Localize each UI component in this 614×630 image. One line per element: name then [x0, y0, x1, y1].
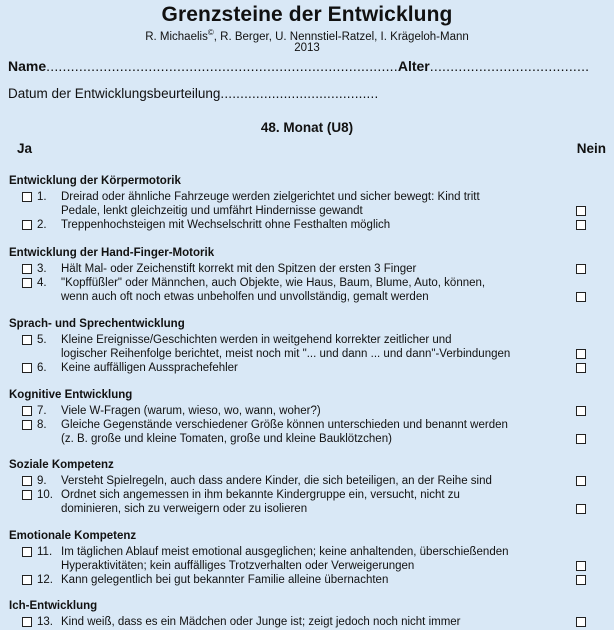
yes-checkbox[interactable]	[22, 278, 32, 288]
item-text-line: Hält Mal- oder Zeichenstift korrekt mit den Spitzen der ersten 3 Finger	[61, 263, 417, 275]
item-text-line: Treppenhochsteigen mit Wechselschritt ohne Festhalten möglich	[61, 219, 391, 231]
document-title: Grenzsteine der Entwicklung	[161, 3, 453, 26]
yes-checkbox[interactable]	[22, 617, 32, 627]
yes-checkbox[interactable]	[22, 264, 32, 274]
yes-checkbox[interactable]	[22, 476, 32, 486]
item-number: 13.	[37, 616, 53, 628]
item-text-line: Kleine Ereignisse/Geschichten werden in weitgehend korrekter zeitlicher und	[61, 334, 452, 346]
no-checkbox[interactable]	[576, 617, 586, 627]
name-age-row	[8, 58, 606, 74]
yes-checkbox[interactable]	[22, 406, 32, 416]
item-text-line: dominieren, sich zu verweigern oder zu isolieren	[61, 503, 308, 515]
name-label: Name	[8, 58, 47, 74]
datum-field[interactable]: ........................................	[220, 86, 379, 101]
yes-checkbox[interactable]	[22, 575, 32, 585]
authors-line	[0, 28, 614, 43]
section-title: Sprach- und Sprechentwicklung	[9, 318, 185, 330]
no-checkbox[interactable]	[576, 504, 586, 514]
item-number: 6.	[37, 362, 47, 374]
item-text-line: Gleiche Gegenstände verschiedener Größe können unterschieden und benannt werden	[61, 419, 508, 431]
item-text-line: Im täglichen Ablauf meist emotional ausgeglichen; keine anhaltenden, überschießenden	[61, 546, 509, 558]
yes-checkbox[interactable]	[22, 192, 32, 202]
item-text-line: "Kopffüßler" oder Männchen, auch Objekte, wie Haus, Baum, Blume, Auto, können,	[61, 277, 486, 289]
item-text-line: wenn auch oft noch etwas unbeholfen und unvollständig, gemalt werden	[61, 291, 429, 303]
item-number: 11.	[37, 546, 53, 558]
no-checkbox[interactable]	[576, 292, 586, 302]
datum-label: Datum der Entwicklungsbeurteilung	[8, 86, 221, 101]
item-number: 7.	[37, 405, 47, 417]
copyright-mark: ©	[207, 28, 214, 37]
no-checkbox[interactable]	[576, 349, 586, 359]
no-checkbox[interactable]	[576, 434, 586, 444]
item-text-line: Keine auffälligen Aussprachefehler	[61, 362, 238, 374]
no-column-header: Nein	[576, 141, 606, 156]
item-text-line: logischer Reihenfolge berichtet, meist noch mit "... und dann ... und dann"-Verbindungen	[61, 348, 511, 360]
item-number: 9.	[37, 475, 47, 487]
no-checkbox[interactable]	[576, 575, 586, 585]
item-text-line: Dreirad oder ähnliche Fahrzeuge werden zielgerichtet und sicher bewegt: Kind tritt	[61, 191, 480, 203]
name-field[interactable]: ......................................................................................	[46, 58, 398, 74]
no-checkbox[interactable]	[576, 406, 586, 416]
item-text-line: (z. B. große und kleine Tomaten, große und kleine Bauklötzchen)	[61, 433, 392, 445]
authors-rest: , R. Berger, U. Nennstiel-Ratzel, I. Krägeloh-Mann	[213, 30, 469, 43]
no-checkbox[interactable]	[576, 363, 586, 373]
yes-checkbox[interactable]	[22, 490, 32, 500]
section-title: Ich-Entwicklung	[9, 600, 98, 612]
month-heading: 48. Monat (U8)	[260, 120, 354, 135]
no-checkbox[interactable]	[576, 264, 586, 274]
section-title: Entwicklung der Körpermotorik	[9, 175, 181, 187]
item-number: 1.	[37, 191, 47, 203]
yes-checkbox[interactable]	[22, 363, 32, 373]
alter-field[interactable]: .......................................	[429, 58, 590, 74]
item-number: 5.	[37, 334, 47, 346]
yes-checkbox[interactable]	[22, 335, 32, 345]
item-text-line: Versteht Spielregeln, auch dass andere Kinder, die sich beteiligen, an der Reihe sind	[61, 475, 492, 487]
section-title: Emotionale Kompetenz	[9, 530, 137, 542]
no-checkbox[interactable]	[576, 206, 586, 216]
item-text-line: Hyperaktivitäten; kein auffälliges Trotzverhalten oder Verweigerungen	[61, 560, 415, 572]
publication-year: 2013	[294, 42, 320, 54]
item-text-line: Pedale, lenkt gleichzeitig und umfährt Hindernisse gewandt	[61, 205, 363, 217]
no-checkbox[interactable]	[576, 561, 586, 571]
alter-label: Alter	[397, 58, 430, 74]
author-first: R. Michaelis	[145, 30, 208, 43]
item-number: 2.	[37, 219, 47, 231]
datum-row	[8, 86, 378, 101]
yes-column-header: Ja	[17, 141, 33, 156]
yes-checkbox[interactable]	[22, 547, 32, 557]
item-number: 3.	[37, 263, 47, 275]
item-number: 10.	[37, 489, 53, 501]
item-text-line: Viele W-Fragen (warum, wieso, wo, wann, woher?)	[61, 405, 321, 417]
item-number: 8.	[37, 419, 47, 431]
item-text-line: Kann gelegentlich bei gut bekannter Familie alleine übernachten	[61, 574, 389, 586]
item-text-line: Kind weiß, dass es ein Mädchen oder Junge ist; zeigt jedoch noch nicht immer	[61, 616, 461, 628]
item-text-line: Ordnet sich angemessen in ihm bekannte Kindergruppe ein, versucht, nicht zu	[61, 489, 460, 501]
section-title: Kognitive Entwicklung	[9, 389, 133, 401]
no-checkbox[interactable]	[576, 476, 586, 486]
section-title: Entwicklung der Hand-Finger-Motorik	[9, 247, 215, 259]
item-number: 4.	[37, 277, 47, 289]
item-number: 12.	[37, 574, 53, 586]
yes-checkbox[interactable]	[22, 220, 32, 230]
yes-checkbox[interactable]	[22, 420, 32, 430]
section-title: Soziale Kompetenz	[9, 459, 114, 471]
no-checkbox[interactable]	[576, 220, 586, 230]
